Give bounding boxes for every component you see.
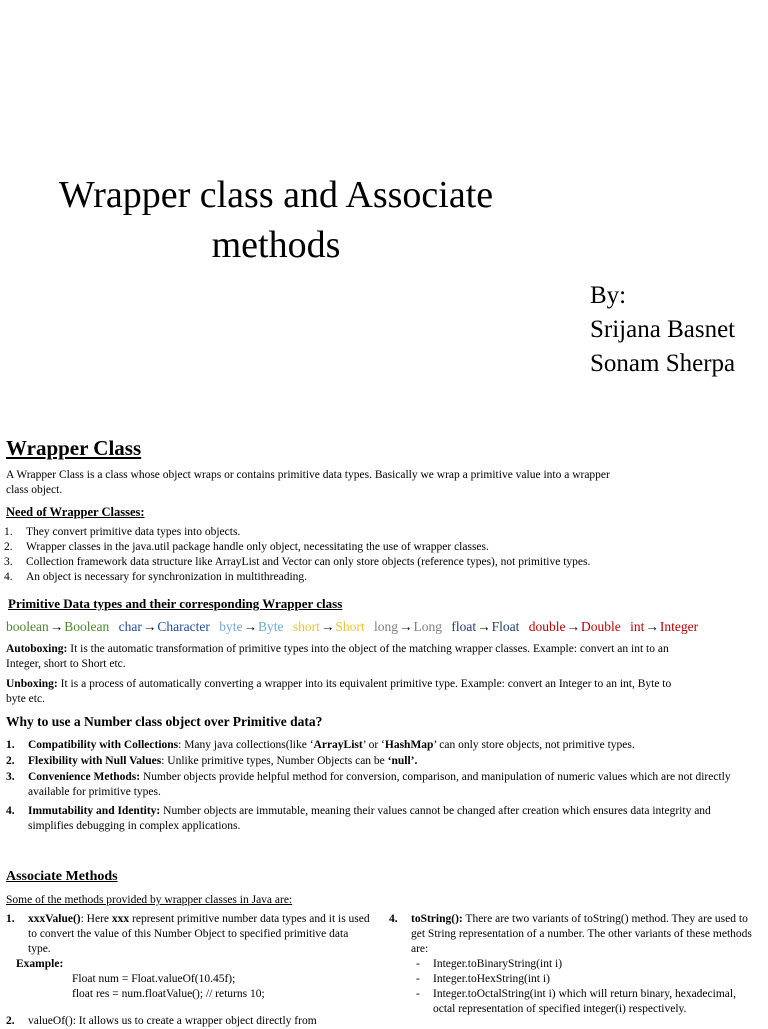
list-item: 3. Collection framework data structure like ArrayList and Vector can only store objects (reference types), not primitive types. xyxy=(4,556,591,568)
author-1: Srijana Basnet xyxy=(590,316,736,343)
list-item: 2. valueOf(): It allows us to create a wrapper object directly from xyxy=(6,1015,317,1027)
autoboxing-paragraph: Autoboxing: It is the automatic transformation of primitive types into the object of the matching wrapper classes. Example: convert an int to an Integer, short to Short etc. xyxy=(6,643,669,670)
wrapper-intro-line1: A Wrapper Class is a class whose object wraps or contains primitive data types. Basically we wrap a primitive value into a wrapper xyxy=(6,469,610,481)
pair-float: float→Float xyxy=(451,619,520,634)
list-item: 2. Wrapper classes in the java.util package handle only object, necessitating the use of wrapper classes. xyxy=(4,541,489,553)
list-item: - Integer.toHexString(int i) xyxy=(416,973,550,985)
pair-byte: byte→Byte xyxy=(219,619,284,634)
why-heading: Why to use a Number class object over Primitive data? xyxy=(6,714,323,729)
methods-right-column xyxy=(389,912,759,1017)
list-item: 4. An object is necessary for synchronization in multithreading. xyxy=(4,571,308,583)
list-item: 2. Flexibility with Null Values: Unlike primitive types, Number Objects can be ‘null’. xyxy=(6,755,418,767)
list-item: 4. toString(): There are two variants of toString() method. They are used to get String representation of a number. The other variants of these methods are: xyxy=(389,913,752,955)
list-item: 1. They convert primitive data types into objects. xyxy=(4,526,241,538)
list-item: 4. Immutability and Identity: Number objects are immutable, meaning their values cannot be changed after creation which ensures data integrity and simplifies debugging in complex applications. xyxy=(6,805,711,832)
unboxing-paragraph: Unboxing: It is a process of automatically converting a wrapper into its equivalent primitive type. Example: convert an Integer to an int, Byte to byte etc. xyxy=(6,678,672,705)
autoboxing-label: Autoboxing: xyxy=(6,643,68,655)
pair-int: int→Integer xyxy=(630,619,699,634)
pair-short: short→Short xyxy=(292,619,365,634)
code-line-1: Float num = Float.valueOf(10.45f); xyxy=(72,973,236,985)
wrapper-pairs-line xyxy=(6,619,704,635)
list-item: 1. xxxValue(): Here xxx represent primitive number data types and it is used to convert the value of this Number Object to specified primitive data type. xyxy=(6,913,370,955)
code-line-2: float res = num.floatValue(); // returns 10; xyxy=(72,988,265,1000)
pair-char: char→Character xyxy=(118,619,210,634)
need-list xyxy=(4,525,759,585)
unboxing-label: Unboxing: xyxy=(6,678,58,690)
example-label: Example: xyxy=(16,958,64,970)
methods-left-column xyxy=(6,912,371,1029)
cover-title-line2: methods xyxy=(211,224,341,266)
cover-title-line1: Wrapper class and Associate xyxy=(58,174,494,216)
author-2: Sonam Sherpa xyxy=(590,350,736,377)
need-heading: Need of Wrapper Classes: xyxy=(6,505,145,519)
wrapper-intro-line2: class object. xyxy=(6,484,63,496)
list-item: - Integer.toOctalString(int i) which will return binary, hexadecimal, octal representation of specified integer(i) respectively. xyxy=(416,988,736,1015)
methods-intro: Some of the methods provided by wrapper classes in Java are: xyxy=(6,894,293,906)
list-item: - Integer.toBinaryString(int i) xyxy=(416,958,563,970)
wrapper-heading: Wrapper Class xyxy=(6,436,142,460)
pair-boolean: boolean→Boolean xyxy=(6,619,110,634)
by-label: By: xyxy=(590,282,627,309)
wrapper-intro xyxy=(6,468,761,498)
prim-heading: Primitive Data types and their corresponding Wrapper class xyxy=(8,596,343,611)
pair-long: long→Long xyxy=(373,619,442,634)
pair-double: double→Double xyxy=(528,619,621,634)
methods-heading: Associate Methods xyxy=(6,869,118,884)
list-item: 3. Convenience Methods: Number objects provide helpful method for conversion, comparison, and manipulation of numeric values which are not directly available for primitive types. xyxy=(6,771,731,798)
list-item: 1. Compatibility with Collections: Many java collections(like ‘ArrayList’ or ‘HashMap’ can only store objects, not primitive types. xyxy=(6,739,635,751)
cover-title xyxy=(0,170,552,270)
why-list xyxy=(6,738,748,834)
cover-authors xyxy=(590,279,735,381)
